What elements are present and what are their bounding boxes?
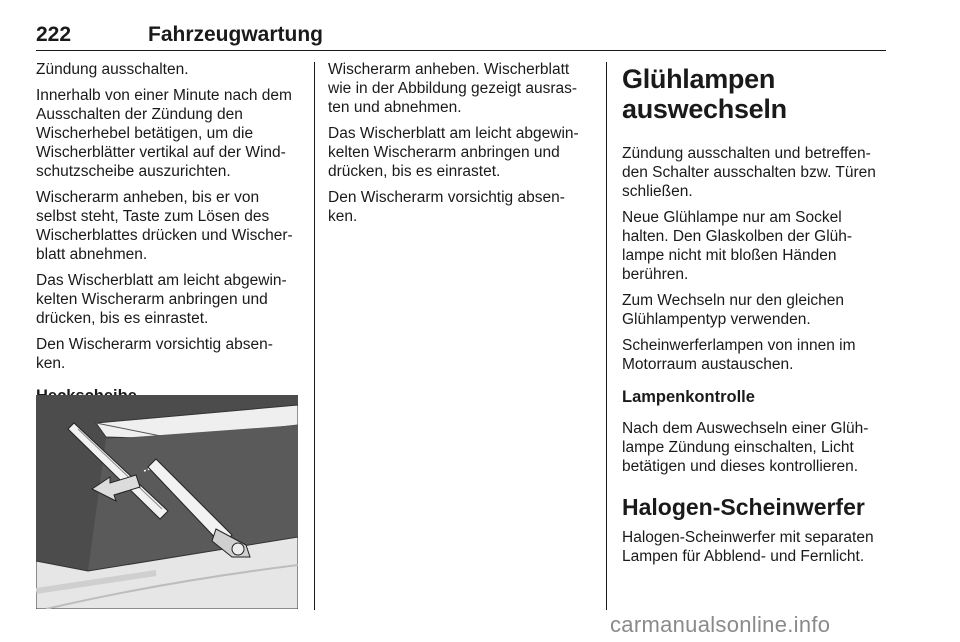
paragraph [36, 60, 302, 79]
page-header [36, 20, 886, 51]
text-line: Zündung ausschalten und betreffen- [622, 145, 871, 162]
paragraph [36, 188, 302, 264]
text-line: ken. [328, 208, 358, 225]
text-line: Zum Wechseln nur den gleichen [622, 292, 845, 309]
gluehlampen-heading: Glühlampen auswechseln [622, 64, 787, 124]
text-line: Scheinwerferlampen von innen im [622, 337, 856, 354]
rear-wiper-drawing [36, 395, 298, 609]
text-line: Innerhalb von einer Minute nach dem [36, 87, 292, 104]
text-line: Wischerblattes drücken und Wischer- [36, 227, 293, 244]
column-2 [328, 60, 590, 233]
text-line: Wischerhebel betätigen, um die [36, 125, 254, 142]
page-number: 222 [36, 23, 72, 46]
text-line: schließen. [622, 183, 693, 200]
text-line: betätigen und dieses kontrollieren. [622, 458, 859, 475]
text-line: den Schalter ausschalten bzw. Türen [622, 164, 876, 181]
text-line: drücken, bis es einrastet. [328, 163, 501, 180]
text-line: wie in der Abbildung gezeigt ausras- [328, 80, 578, 97]
text-line: halten. Den Glaskolben der Glüh- [622, 228, 853, 245]
column-divider-1 [314, 62, 315, 610]
text-line: lampe Zündung einschalten, Licht [622, 439, 854, 456]
paragraph [622, 419, 890, 476]
text-line: schutzscheibe auszurichten. [36, 163, 231, 180]
text-line: ken. [36, 355, 66, 372]
text-line: drücken, bis es einrastet. [36, 310, 209, 327]
lampenkontrolle-heading: Lampenkontrolle [622, 388, 755, 406]
text-line: berühren. [622, 266, 689, 283]
paragraph [622, 291, 890, 329]
paragraph [622, 336, 890, 374]
text-line: lampe nicht mit bloßen Händen [622, 247, 837, 264]
column-1-text [36, 60, 302, 373]
paragraph [328, 60, 590, 117]
text-line: Zündung ausschalten. [36, 61, 189, 78]
text-line: Wischerarm anheben, bis er von [36, 189, 260, 206]
column-1 [36, 60, 302, 418]
text-line: Das Wischerblatt am leicht abgewin- [328, 125, 579, 142]
text-line: Wischerblätter vertikal auf der Wind- [36, 144, 286, 161]
chapter-title: Fahrzeugwartung [148, 23, 324, 46]
paragraph [622, 528, 890, 566]
column-divider-2 [606, 62, 607, 610]
text-line: selbst steht, Taste zum Lösen des [36, 208, 270, 225]
halogen-heading: Halogen-Scheinwerfer [622, 494, 865, 520]
paragraph [622, 144, 890, 201]
text-line: Halogen-Scheinwerfer mit separaten [622, 529, 874, 546]
text-line: ten und abnehmen. [328, 99, 462, 116]
text-line: Den Wischerarm vorsichtig absen- [36, 336, 273, 353]
text-line: Motorraum austauschen. [622, 356, 794, 373]
text-line: Glühlampentyp verwenden. [622, 311, 811, 328]
text-line: blatt abnehmen. [36, 246, 148, 263]
column-2-text [328, 60, 590, 226]
text-line: Wischerarm anheben. Wischerblatt [328, 61, 570, 78]
paragraph [328, 124, 590, 181]
text-line: Nach dem Auswechseln einer Glüh- [622, 420, 869, 437]
text-line: Ausschalten der Zündung den [36, 106, 243, 123]
watermark: carmanualsonline.info [610, 612, 831, 637]
text-line: Lampen für Abblend- und Fernlicht. [622, 548, 865, 565]
column-3 [622, 60, 890, 573]
halogen-text [622, 528, 890, 566]
rear-wiper-illustration [36, 395, 298, 609]
paragraph [622, 208, 890, 284]
paragraph [36, 86, 302, 181]
text-line: kelten Wischerarm anbringen und [36, 291, 268, 308]
text-line: Das Wischerblatt am leicht abgewin- [36, 272, 287, 289]
text-line: Den Wischerarm vorsichtig absen- [328, 189, 565, 206]
text-line: kelten Wischerarm anbringen und [328, 144, 560, 161]
paragraph [36, 271, 302, 328]
paragraph [328, 188, 590, 226]
text-line: Neue Glühlampe nur am Sockel [622, 209, 842, 226]
lampenkontrolle-text [622, 419, 890, 476]
gluehlampen-text [622, 144, 890, 374]
paragraph [36, 335, 302, 373]
